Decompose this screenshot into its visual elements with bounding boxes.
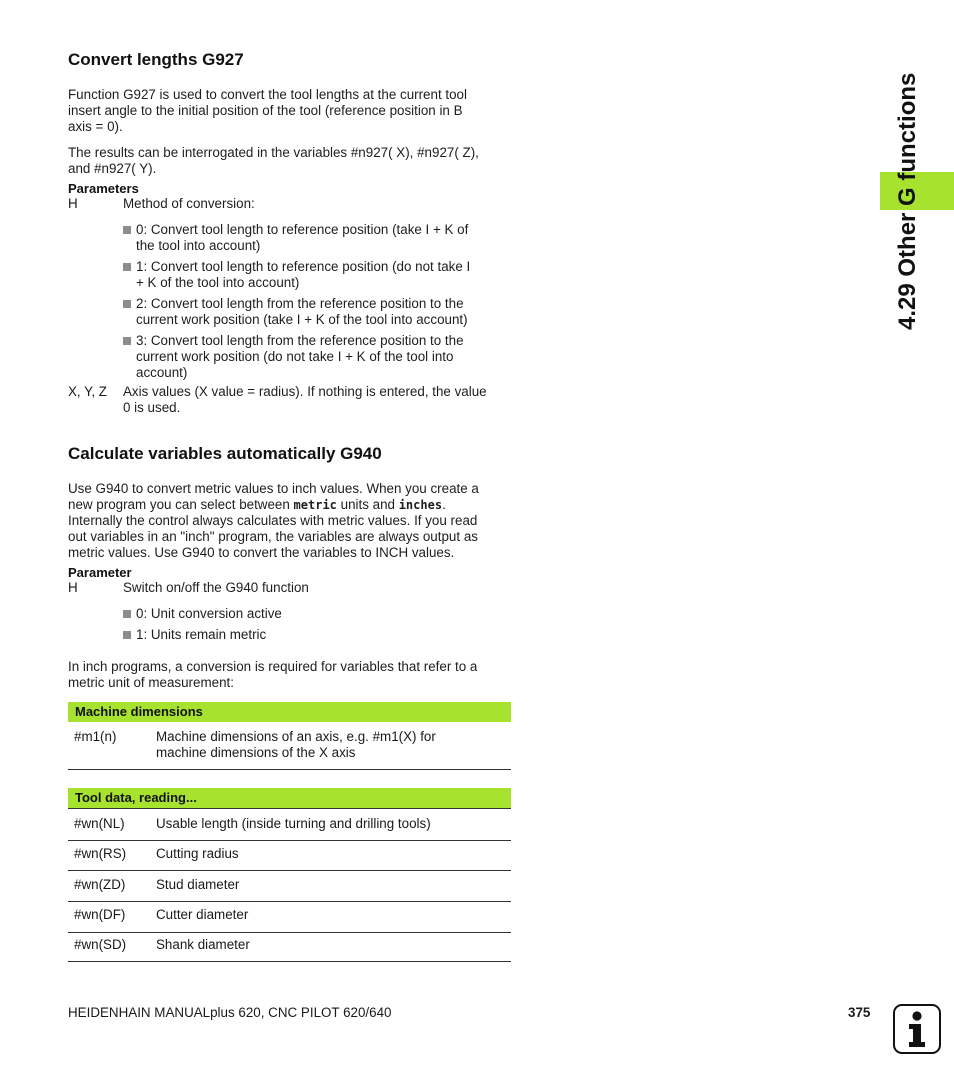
parameter-label: Parameter: [68, 565, 132, 580]
table-cell-key: #wn(RS): [74, 846, 127, 861]
bullet-square-icon: [123, 610, 131, 618]
param-h-key: H: [68, 580, 78, 595]
g940-paragraph-1: [68, 481, 518, 561]
text-line: Internally the control always calculates with metric values. If you read: [68, 513, 478, 528]
text-line: 0 is used.: [123, 400, 181, 415]
table-cell-key: #m1(n): [74, 729, 117, 744]
info-icon: [893, 1004, 941, 1054]
param-xyz-key: X, Y, Z: [68, 384, 107, 399]
footer-text: HEIDENHAIN MANUALplus 620, CNC PILOT 620/640: [68, 1005, 392, 1020]
table-row: [68, 840, 511, 871]
param-xyz-desc: [123, 384, 518, 416]
text-line: current work position (take I + K of the tool into account): [136, 312, 468, 327]
list-item: [123, 627, 526, 643]
list-item: [123, 333, 526, 381]
text-line: current work position (do not take I + K of the tool into: [136, 349, 454, 364]
list-item: [123, 606, 526, 622]
text-line: the tool into account): [136, 238, 261, 253]
list-item: [123, 296, 526, 328]
code-inches: inches: [398, 498, 443, 512]
text-line: 1: Convert tool length to reference position (do not take I: [136, 259, 471, 274]
text-line: Axis values (X value = radius). If nothing is entered, the value: [123, 384, 487, 399]
text-line: + K of the tool into account): [136, 275, 300, 290]
param-h-key: H: [68, 196, 78, 211]
table-cell-key: #wn(DF): [74, 907, 126, 922]
text-line: insert angle to the initial position of the tool (reference position in B: [68, 103, 463, 118]
text-line: [68, 497, 518, 513]
text-line: Function G927 is used to convert the tool lengths at the current tool: [68, 87, 467, 102]
side-chapter-title: 4.29 Other G functions: [894, 72, 921, 330]
bullet-square-icon: [123, 226, 131, 234]
bullet-square-icon: [123, 337, 131, 345]
table-cell-key: #wn(SD): [74, 937, 127, 952]
text-line: machine dimensions of the X axis: [156, 745, 356, 760]
table-cell-value: Shank diameter: [156, 937, 250, 952]
text-line: metric values. Use G940 to convert the variables to INCH values.: [68, 545, 455, 560]
table-row: [68, 902, 511, 933]
table-row: [68, 722, 511, 770]
g927-paragraph-1: [68, 87, 518, 135]
text-line: 1: Units remain metric: [136, 627, 267, 642]
section-heading-g940: Calculate variables automatically G940: [68, 444, 382, 463]
table-row: [68, 933, 511, 962]
text-line: out variables in an "inch" program, the variables are always output as: [68, 529, 478, 544]
table-cell-value: Cutting radius: [156, 846, 239, 861]
text-line: 0: Unit conversion active: [136, 606, 282, 621]
text-line: 0: Convert tool length to reference position (take I + K of: [136, 222, 469, 237]
g940-paragraph-2: [68, 659, 518, 691]
text-line: 3: Convert tool length from the reference position to the: [136, 333, 464, 348]
parameters-label: Parameters: [68, 181, 139, 196]
table-cell-value: Stud diameter: [156, 877, 240, 892]
g927-paragraph-2: [68, 145, 518, 177]
param-h-desc: Method of conversion:: [123, 196, 255, 211]
table-cell-key: #wn(ZD): [74, 877, 126, 892]
text-line: The results can be interrogated in the variables #n927( X), #n927( Z),: [68, 145, 479, 160]
list-item: [123, 259, 526, 291]
text-line: 2: Convert tool length from the reference position to the: [136, 296, 464, 311]
code-metric: metric: [293, 498, 337, 512]
text-line: account): [136, 365, 188, 380]
bullet-square-icon: [123, 631, 131, 639]
text-line: axis = 0).: [68, 119, 123, 134]
list-item: [123, 222, 526, 254]
text-line: and #n927( Y).: [68, 161, 157, 176]
table-header-tool-data: Tool data, reading...: [68, 788, 511, 808]
text-line: Machine dimensions of an axis, e.g. #m1(X) for: [156, 729, 436, 744]
bullet-square-icon: [123, 300, 131, 308]
table-cell-value: [156, 729, 496, 761]
text-line: Use G940 to convert metric values to inch values. When you create a: [68, 481, 479, 496]
table-cell-key: #wn(NL): [74, 816, 125, 831]
text-span: units and: [336, 497, 399, 512]
bullet-square-icon: [123, 263, 131, 271]
table-cell-value: Cutter diameter: [156, 907, 249, 922]
text-span: new program you can select between: [68, 497, 294, 512]
param-h-desc: Switch on/off the G940 function: [123, 580, 309, 595]
table-row: [68, 871, 511, 902]
table-row: [68, 808, 511, 841]
text-line: metric unit of measurement:: [68, 675, 234, 690]
table-cell-value: Usable length (inside turning and drilling tools): [156, 816, 431, 831]
text-span: .: [442, 497, 446, 512]
table-header-machine-dimensions: Machine dimensions: [68, 702, 511, 722]
section-heading-g927: Convert lengths G927: [68, 50, 244, 69]
text-line: In inch programs, a conversion is required for variables that refer to a: [68, 659, 478, 674]
page-number: 375: [848, 1005, 871, 1020]
